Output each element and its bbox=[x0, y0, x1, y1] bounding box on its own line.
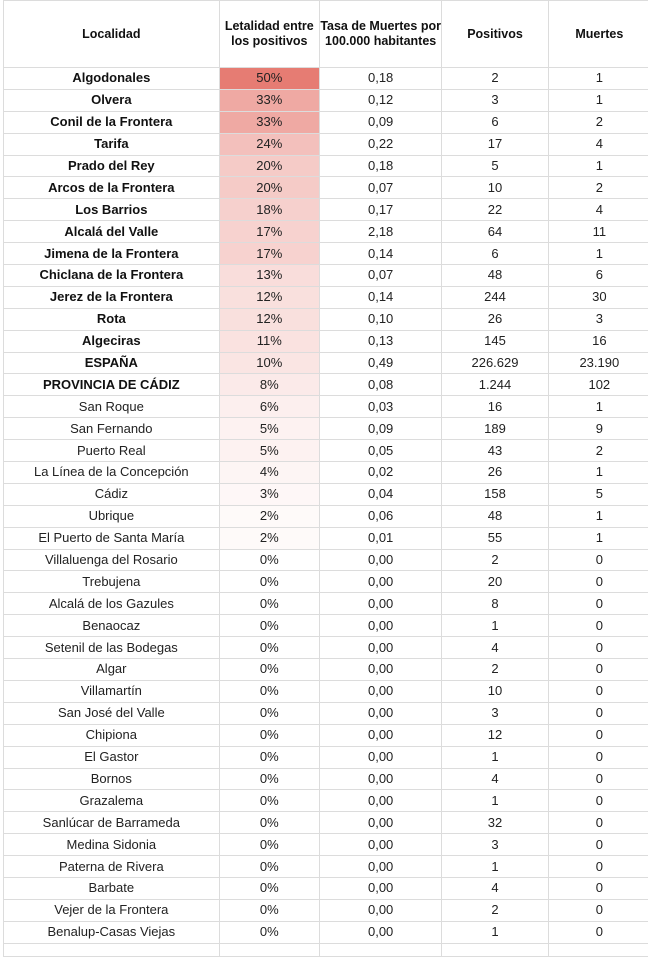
cell-positivos[interactable]: 244 bbox=[442, 286, 548, 308]
cell-localidad[interactable]: Ubrique bbox=[4, 505, 220, 527]
cell-letalidad[interactable]: 5% bbox=[219, 418, 319, 440]
cell-tasa[interactable]: 0,00 bbox=[319, 615, 441, 637]
cell-positivos[interactable]: 158 bbox=[442, 483, 548, 505]
cell-muertes[interactable]: 0 bbox=[548, 834, 648, 856]
cell-localidad[interactable]: Medina Sidonia bbox=[4, 834, 220, 856]
cell-muertes[interactable]: 0 bbox=[548, 768, 648, 790]
cell-localidad[interactable]: Algodonales bbox=[4, 68, 220, 90]
table-row bbox=[4, 615, 648, 637]
cell-positivos[interactable]: 4 bbox=[442, 768, 548, 790]
table-row bbox=[4, 724, 648, 746]
table-row bbox=[4, 680, 648, 702]
cell-muertes[interactable]: 0 bbox=[548, 702, 648, 724]
cell-positivos[interactable]: 6 bbox=[442, 111, 548, 133]
covid-table bbox=[3, 0, 648, 957]
cell-muertes[interactable]: 102 bbox=[548, 374, 648, 396]
cell-localidad[interactable]: Villaluenga del Rosario bbox=[4, 549, 220, 571]
cell-localidad[interactable]: Jerez de la Frontera bbox=[4, 286, 220, 308]
cell-tasa[interactable]: 0,00 bbox=[319, 593, 441, 615]
cell-positivos[interactable]: 3 bbox=[442, 89, 548, 111]
cell-tasa[interactable]: 0,18 bbox=[319, 68, 441, 90]
cell-tasa[interactable]: 0,00 bbox=[319, 899, 441, 921]
cell-positivos[interactable]: 1.244 bbox=[442, 374, 548, 396]
table-row bbox=[4, 462, 648, 484]
cell-letalidad[interactable]: 33% bbox=[219, 111, 319, 133]
cell-muertes[interactable]: 23.190 bbox=[548, 352, 648, 374]
table-row bbox=[4, 330, 648, 352]
cell-tasa[interactable]: 0,05 bbox=[319, 440, 441, 462]
cell-positivos[interactable]: 4 bbox=[442, 877, 548, 899]
cell-muertes[interactable]: 9 bbox=[548, 418, 648, 440]
cell-letalidad[interactable]: 33% bbox=[219, 89, 319, 111]
cell-muertes[interactable]: 5 bbox=[548, 483, 648, 505]
cell-localidad[interactable]: Puerto Real bbox=[4, 440, 220, 462]
table-row bbox=[4, 286, 648, 308]
cell-muertes[interactable]: 2 bbox=[548, 177, 648, 199]
cell-muertes[interactable]: 30 bbox=[548, 286, 648, 308]
cell-letalidad[interactable]: 0% bbox=[219, 637, 319, 659]
cell-positivos[interactable]: 1 bbox=[442, 746, 548, 768]
cell-localidad[interactable]: Chipiona bbox=[4, 724, 220, 746]
cell-letalidad[interactable]: 0% bbox=[219, 615, 319, 637]
cell-letalidad[interactable]: 10% bbox=[219, 352, 319, 374]
cell-letalidad[interactable]: 17% bbox=[219, 221, 319, 243]
cell-positivos[interactable]: 20 bbox=[442, 571, 548, 593]
header-muertes[interactable]: Muertes bbox=[548, 1, 648, 68]
cell-letalidad[interactable]: 6% bbox=[219, 396, 319, 418]
cell-letalidad[interactable]: 0% bbox=[219, 877, 319, 899]
cell-positivos[interactable]: 5 bbox=[442, 155, 548, 177]
cell-localidad[interactable]: ESPAÑA bbox=[4, 352, 220, 374]
cell-muertes[interactable]: 1 bbox=[548, 155, 648, 177]
cell-positivos[interactable]: 189 bbox=[442, 418, 548, 440]
cell-localidad[interactable]: Jimena de la Frontera bbox=[4, 243, 220, 265]
cell-localidad[interactable]: San Roque bbox=[4, 396, 220, 418]
cell-tasa[interactable]: 0,08 bbox=[319, 374, 441, 396]
table-row bbox=[4, 483, 648, 505]
cell-localidad[interactable]: Bornos bbox=[4, 768, 220, 790]
cell-positivos[interactable]: 26 bbox=[442, 462, 548, 484]
table-row bbox=[4, 702, 648, 724]
cell-positivos[interactable]: 64 bbox=[442, 221, 548, 243]
table-row bbox=[4, 921, 648, 943]
cell-letalidad[interactable]: 11% bbox=[219, 330, 319, 352]
cell-letalidad[interactable]: 0% bbox=[219, 790, 319, 812]
table-row-empty bbox=[4, 943, 648, 956]
cell-letalidad[interactable]: 50% bbox=[219, 68, 319, 90]
cell-muertes[interactable]: 0 bbox=[548, 724, 648, 746]
cell-tasa[interactable]: 0,00 bbox=[319, 746, 441, 768]
cell-muertes[interactable]: 0 bbox=[548, 680, 648, 702]
cell-letalidad[interactable]: 0% bbox=[219, 724, 319, 746]
cell-positivos[interactable]: 2 bbox=[442, 659, 548, 681]
table-row bbox=[4, 856, 648, 878]
cell-tasa[interactable]: 0,17 bbox=[319, 199, 441, 221]
cell-letalidad[interactable]: 0% bbox=[219, 834, 319, 856]
table-row bbox=[4, 418, 648, 440]
cell-tasa[interactable]: 0,02 bbox=[319, 462, 441, 484]
table-row bbox=[4, 746, 648, 768]
cell-muertes[interactable]: 6 bbox=[548, 265, 648, 287]
cell-muertes[interactable]: 0 bbox=[548, 899, 648, 921]
cell-positivos[interactable]: 1 bbox=[442, 615, 548, 637]
cell-tasa[interactable]: 0,00 bbox=[319, 637, 441, 659]
cell-letalidad[interactable]: 0% bbox=[219, 702, 319, 724]
cell-localidad[interactable]: Rota bbox=[4, 308, 220, 330]
cell-tasa[interactable]: 0,09 bbox=[319, 111, 441, 133]
cell-positivos[interactable]: 2 bbox=[442, 899, 548, 921]
table-row bbox=[4, 352, 648, 374]
cell-letalidad[interactable]: 0% bbox=[219, 746, 319, 768]
cell-tasa[interactable]: 0,10 bbox=[319, 308, 441, 330]
cell-letalidad[interactable]: 20% bbox=[219, 177, 319, 199]
cell-letalidad[interactable]: 0% bbox=[219, 680, 319, 702]
table-row bbox=[4, 571, 648, 593]
table-row bbox=[4, 899, 648, 921]
table-row bbox=[4, 308, 648, 330]
cell-positivos[interactable]: 48 bbox=[442, 505, 548, 527]
cell-letalidad[interactable]: 0% bbox=[219, 921, 319, 943]
empty-cell[interactable] bbox=[4, 943, 220, 956]
cell-localidad[interactable]: Setenil de las Bodegas bbox=[4, 637, 220, 659]
cell-positivos[interactable]: 32 bbox=[442, 812, 548, 834]
cell-localidad[interactable]: Sanlúcar de Barrameda bbox=[4, 812, 220, 834]
cell-muertes[interactable]: 1 bbox=[548, 68, 648, 90]
cell-positivos[interactable]: 3 bbox=[442, 834, 548, 856]
cell-positivos[interactable]: 10 bbox=[442, 680, 548, 702]
table-row bbox=[4, 505, 648, 527]
cell-letalidad[interactable]: 3% bbox=[219, 483, 319, 505]
cell-tasa[interactable]: 0,01 bbox=[319, 527, 441, 549]
cell-tasa[interactable]: 0,09 bbox=[319, 418, 441, 440]
cell-muertes[interactable]: 0 bbox=[548, 790, 648, 812]
cell-tasa[interactable]: 0,00 bbox=[319, 549, 441, 571]
table-row bbox=[4, 637, 648, 659]
cell-tasa[interactable]: 0,00 bbox=[319, 724, 441, 746]
header-tasa[interactable]: Tasa de Muertes por 100.000 habitantes bbox=[319, 1, 441, 68]
cell-positivos[interactable]: 1 bbox=[442, 790, 548, 812]
cell-muertes[interactable]: 1 bbox=[548, 396, 648, 418]
cell-localidad[interactable]: Benalup-Casas Viejas bbox=[4, 921, 220, 943]
table-row bbox=[4, 768, 648, 790]
cell-localidad[interactable]: Chiclana de la Frontera bbox=[4, 265, 220, 287]
cell-letalidad[interactable]: 0% bbox=[219, 593, 319, 615]
cell-localidad[interactable]: Algeciras bbox=[4, 330, 220, 352]
cell-tasa[interactable]: 0,13 bbox=[319, 330, 441, 352]
cell-muertes[interactable]: 0 bbox=[548, 637, 648, 659]
cell-muertes[interactable]: 0 bbox=[548, 549, 648, 571]
cell-positivos[interactable]: 55 bbox=[442, 527, 548, 549]
cell-muertes[interactable]: 1 bbox=[548, 243, 648, 265]
table-row bbox=[4, 659, 648, 681]
cell-tasa[interactable]: 0,00 bbox=[319, 659, 441, 681]
cell-tasa[interactable]: 0,00 bbox=[319, 768, 441, 790]
cell-letalidad[interactable]: 0% bbox=[219, 812, 319, 834]
cell-tasa[interactable]: 2,18 bbox=[319, 221, 441, 243]
cell-letalidad[interactable]: 17% bbox=[219, 243, 319, 265]
cell-letalidad[interactable]: 12% bbox=[219, 286, 319, 308]
header-letalidad[interactable]: Letalidad entre los positivos bbox=[219, 1, 319, 68]
cell-muertes[interactable]: 0 bbox=[548, 812, 648, 834]
cell-muertes[interactable]: 0 bbox=[548, 746, 648, 768]
empty-cell[interactable] bbox=[548, 943, 648, 956]
cell-positivos[interactable]: 10 bbox=[442, 177, 548, 199]
cell-muertes[interactable]: 4 bbox=[548, 133, 648, 155]
cell-localidad[interactable]: Prado del Rey bbox=[4, 155, 220, 177]
cell-localidad[interactable]: Vejer de la Frontera bbox=[4, 899, 220, 921]
cell-letalidad[interactable]: 24% bbox=[219, 133, 319, 155]
cell-muertes[interactable]: 2 bbox=[548, 440, 648, 462]
cell-tasa[interactable]: 0,22 bbox=[319, 133, 441, 155]
cell-muertes[interactable]: 0 bbox=[548, 877, 648, 899]
cell-positivos[interactable]: 4 bbox=[442, 637, 548, 659]
cell-tasa[interactable]: 0,07 bbox=[319, 265, 441, 287]
cell-localidad[interactable]: El Puerto de Santa María bbox=[4, 527, 220, 549]
cell-localidad[interactable]: Trebujena bbox=[4, 571, 220, 593]
cell-tasa[interactable]: 0,03 bbox=[319, 396, 441, 418]
cell-localidad[interactable]: Barbate bbox=[4, 877, 220, 899]
cell-localidad[interactable]: Los Barrios bbox=[4, 199, 220, 221]
table-row bbox=[4, 177, 648, 199]
table-row bbox=[4, 243, 648, 265]
cell-letalidad[interactable]: 12% bbox=[219, 308, 319, 330]
table-row bbox=[4, 593, 648, 615]
cell-positivos[interactable]: 3 bbox=[442, 702, 548, 724]
cell-muertes[interactable]: 3 bbox=[548, 308, 648, 330]
cell-positivos[interactable]: 2 bbox=[442, 549, 548, 571]
cell-positivos[interactable]: 26 bbox=[442, 308, 548, 330]
empty-cell[interactable] bbox=[219, 943, 319, 956]
cell-letalidad[interactable]: 0% bbox=[219, 549, 319, 571]
cell-letalidad[interactable]: 4% bbox=[219, 462, 319, 484]
cell-positivos[interactable]: 43 bbox=[442, 440, 548, 462]
cell-letalidad[interactable]: 8% bbox=[219, 374, 319, 396]
table-row bbox=[4, 834, 648, 856]
cell-positivos[interactable]: 2 bbox=[442, 68, 548, 90]
cell-letalidad[interactable]: 0% bbox=[219, 899, 319, 921]
cell-tasa[interactable]: 0,00 bbox=[319, 702, 441, 724]
cell-tasa[interactable]: 0,00 bbox=[319, 790, 441, 812]
cell-muertes[interactable]: 16 bbox=[548, 330, 648, 352]
cell-tasa[interactable]: 0,14 bbox=[319, 243, 441, 265]
cell-localidad[interactable]: Arcos de la Frontera bbox=[4, 177, 220, 199]
cell-tasa[interactable]: 0,00 bbox=[319, 571, 441, 593]
cell-tasa[interactable]: 0,00 bbox=[319, 812, 441, 834]
cell-localidad[interactable]: Benaocaz bbox=[4, 615, 220, 637]
cell-positivos[interactable]: 226.629 bbox=[442, 352, 548, 374]
cell-muertes[interactable]: 0 bbox=[548, 659, 648, 681]
table-body bbox=[4, 68, 648, 957]
cell-tasa[interactable]: 0,00 bbox=[319, 921, 441, 943]
cell-muertes[interactable]: 11 bbox=[548, 221, 648, 243]
cell-localidad[interactable]: Tarifa bbox=[4, 133, 220, 155]
table-row bbox=[4, 440, 648, 462]
header-positivos[interactable]: Positivos bbox=[442, 1, 548, 68]
cell-localidad[interactable]: La Línea de la Concepción bbox=[4, 462, 220, 484]
cell-positivos[interactable]: 12 bbox=[442, 724, 548, 746]
header-row bbox=[4, 1, 648, 68]
cell-letalidad[interactable]: 2% bbox=[219, 527, 319, 549]
cell-tasa[interactable]: 0,00 bbox=[319, 877, 441, 899]
cell-muertes[interactable]: 1 bbox=[548, 505, 648, 527]
table-row bbox=[4, 790, 648, 812]
cell-tasa[interactable]: 0,00 bbox=[319, 680, 441, 702]
header-localidad[interactable]: Localidad bbox=[4, 1, 220, 68]
cell-muertes[interactable]: 4 bbox=[548, 199, 648, 221]
cell-localidad[interactable]: Alcalá de los Gazules bbox=[4, 593, 220, 615]
cell-localidad[interactable]: Olvera bbox=[4, 89, 220, 111]
table-row bbox=[4, 877, 648, 899]
cell-tasa[interactable]: 0,00 bbox=[319, 856, 441, 878]
cell-positivos[interactable]: 17 bbox=[442, 133, 548, 155]
cell-tasa[interactable]: 0,07 bbox=[319, 177, 441, 199]
table-row bbox=[4, 396, 648, 418]
table-row bbox=[4, 265, 648, 287]
table-row bbox=[4, 111, 648, 133]
table-row bbox=[4, 89, 648, 111]
cell-localidad[interactable]: San José del Valle bbox=[4, 702, 220, 724]
cell-positivos[interactable]: 8 bbox=[442, 593, 548, 615]
empty-cell[interactable] bbox=[442, 943, 548, 956]
table-row bbox=[4, 133, 648, 155]
cell-positivos[interactable]: 16 bbox=[442, 396, 548, 418]
table-row bbox=[4, 549, 648, 571]
cell-positivos[interactable]: 48 bbox=[442, 265, 548, 287]
cell-tasa[interactable]: 0,06 bbox=[319, 505, 441, 527]
cell-letalidad[interactable]: 0% bbox=[219, 571, 319, 593]
cell-localidad[interactable]: Conil de la Frontera bbox=[4, 111, 220, 133]
cell-muertes[interactable]: 1 bbox=[548, 462, 648, 484]
table-row bbox=[4, 812, 648, 834]
cell-letalidad[interactable]: 0% bbox=[219, 768, 319, 790]
table-row bbox=[4, 199, 648, 221]
cell-localidad[interactable]: El Gastor bbox=[4, 746, 220, 768]
cell-tasa[interactable]: 0,49 bbox=[319, 352, 441, 374]
table-row bbox=[4, 527, 648, 549]
cell-muertes[interactable]: 0 bbox=[548, 593, 648, 615]
table-row bbox=[4, 374, 648, 396]
cell-muertes[interactable]: 0 bbox=[548, 856, 648, 878]
cell-tasa[interactable]: 0,04 bbox=[319, 483, 441, 505]
cell-letalidad[interactable]: 0% bbox=[219, 856, 319, 878]
cell-letalidad[interactable]: 20% bbox=[219, 155, 319, 177]
table-row bbox=[4, 155, 648, 177]
cell-tasa[interactable]: 0,18 bbox=[319, 155, 441, 177]
table-row bbox=[4, 221, 648, 243]
cell-letalidad[interactable]: 2% bbox=[219, 505, 319, 527]
cell-localidad[interactable]: Alcalá del Valle bbox=[4, 221, 220, 243]
cell-muertes[interactable]: 0 bbox=[548, 571, 648, 593]
cell-letalidad[interactable]: 0% bbox=[219, 659, 319, 681]
cell-muertes[interactable]: 1 bbox=[548, 89, 648, 111]
cell-muertes[interactable]: 2 bbox=[548, 111, 648, 133]
empty-cell[interactable] bbox=[319, 943, 441, 956]
cell-localidad[interactable]: Cádiz bbox=[4, 483, 220, 505]
cell-tasa[interactable]: 0,12 bbox=[319, 89, 441, 111]
cell-positivos[interactable]: 145 bbox=[442, 330, 548, 352]
cell-tasa[interactable]: 0,14 bbox=[319, 286, 441, 308]
cell-positivos[interactable]: 1 bbox=[442, 856, 548, 878]
cell-localidad[interactable]: Paterna de Rivera bbox=[4, 856, 220, 878]
cell-tasa[interactable]: 0,00 bbox=[319, 834, 441, 856]
cell-muertes[interactable]: 0 bbox=[548, 615, 648, 637]
cell-letalidad[interactable]: 5% bbox=[219, 440, 319, 462]
cell-localidad[interactable]: Algar bbox=[4, 659, 220, 681]
cell-letalidad[interactable]: 18% bbox=[219, 199, 319, 221]
cell-positivos[interactable]: 6 bbox=[442, 243, 548, 265]
cell-localidad[interactable]: Grazalema bbox=[4, 790, 220, 812]
cell-muertes[interactable]: 0 bbox=[548, 921, 648, 943]
cell-letalidad[interactable]: 13% bbox=[219, 265, 319, 287]
cell-muertes[interactable]: 1 bbox=[548, 527, 648, 549]
table-row bbox=[4, 68, 648, 90]
cell-localidad[interactable]: PROVINCIA DE CÁDIZ bbox=[4, 374, 220, 396]
cell-localidad[interactable]: Villamartín bbox=[4, 680, 220, 702]
cell-positivos[interactable]: 22 bbox=[442, 199, 548, 221]
cell-positivos[interactable]: 1 bbox=[442, 921, 548, 943]
cell-localidad[interactable]: San Fernando bbox=[4, 418, 220, 440]
